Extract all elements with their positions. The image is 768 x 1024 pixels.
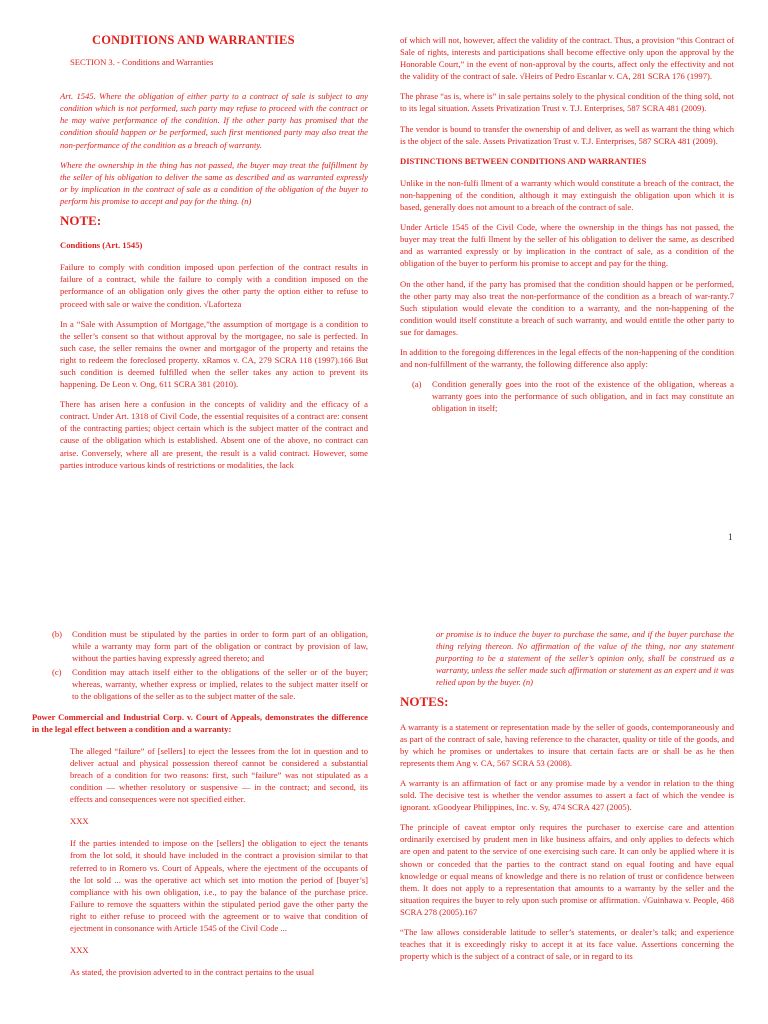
page-gap (0, 560, 768, 620)
paragraph: The principle of caveat emptor only requires the purchaser to exercise care and attention ordinarily exercised by prudent men in like business affairs, and only applies to defects which are open and patent to the service of one exercising such care. It can only be applied where it is shown or conceded that the parties to the contract stand on equal footing and have equal knowledge or equal means of knowledge and there is no relation of trust or confidence between them. It does not apply to a representation that amounts to a warranty by the seller and the situation requires the buyer to rely upon such promise or affirmation. √Guinhawa v. People, 468 SCRA 278 (2005).167 (400, 822, 734, 917)
power-commercial-heading: Power Commercial and Industrial Corp. v. Court of Appeals, demonstrates the difference in the legal effect between a condition and a warranty: (32, 711, 368, 734)
page2-left-column (32, 628, 368, 986)
quote-paragraph: The alleged “failure” of [sellers] to eject the lessees from the lot in question and to deliver actual and physical possession thereof cannot be considered a substantial breach of a condition for two reasons: first, such “failure” was not stipulated as a condition — whether resolutory or suspensive — in the contract; and second, its effects and consequences were not specified either. (70, 745, 368, 805)
conditions-heading: Conditions (Art. 1545) (60, 240, 143, 251)
paragraph: On the other hand, if the party has promised that the condition should happen or be performed, the other party may also treat the non-performance of the condition as a breach of war-ranty.7 Such stipulation would elevate the condition to a warranty, and the non-happening of the condition would itself constitute a breach of such warranty, and would entitle the other party to sue for damages. (400, 278, 734, 337)
list-item-label: (b) (52, 629, 63, 639)
document-page-2 (0, 620, 768, 1024)
list-item-label: (a) (412, 379, 422, 390)
block-quote (70, 745, 368, 979)
quote-paragraph: If the parties intended to impose on the [sellers] the obligation to eject the tenants from the lot sold, it should have included in the contract a provision similar to that referred to in Romero vs. Court of Appeals, where the ejectment of the occupants of the lot sold ... was the operative act which set into motion the period of [buyer’s] compliance with his own obligation, i.e., to pay the balance of the purchase price. Failure to remove the squatters within the stipulated period gave the other party the right to either refuse to proceed with the agreement or to waive that condition of ejectment in consonance with Article 1545 of the Civil Code ... (70, 838, 368, 933)
list-item-text: Condition may attach itself either to the obligations of the seller or of the buyer; whereas, warranty, whether express or implied, relates to the subject matter itself or to the obligations of the seller as to the subject matter of the sale. (72, 667, 368, 702)
page2-right-column (400, 628, 734, 970)
list-item (412, 378, 734, 414)
paragraph: There has arisen here a confusion in the concepts of validity and the efficacy of a contract. Under Art. 1318 of Civil Code, the essential requisites of a contract are: consent of the contracting parties; object certain which is the subject matter of the contract and cause of the obligation which is established. Absent one of the above, no contract can arise. Conversely, where all are present, the result is a valid contract. However, some parties introduce various kinds of restrictions or modalities, the lack (60, 399, 368, 470)
list-item-text: Condition must be stipulated by the parties in order to form part of an obligation, while a warranty may form part of the obligation or contract by provision of law, without the parties having expressly agreed thereto; and (72, 629, 368, 664)
quote-paragraph: As stated, the provision adverted to in the contract pertains to the usual (70, 967, 315, 978)
paragraph: Failure to comply with condition imposed upon perfection of the contract results in failure of a contract, while the failure to comply with a condition imposed on the performance of an obligation only gives the other party the option either to refuse to proceed with sale or waive the condition. √Laforteza (60, 262, 368, 309)
notes-heading: NOTES: (400, 694, 449, 710)
list-item-text: Condition generally goes into the root of the existence of the obligation, whereas a warranty goes into the performance of such obligation, and in fact may constitute an obligation in itself; (432, 379, 734, 414)
note-heading: NOTE: (60, 213, 102, 229)
list-item-label: (c) (52, 667, 62, 678)
paragraph: The phrase “as is, where is” in sale pertains solely to the physical condition of the thing sold, not to its legal situation. Assets Privatization Trust v. T.J. Enterprises, 587 SCRA 481 (2009). (400, 91, 734, 114)
paragraph: of which will not, however, affect the validity of the contract. Thus, a provision “this Contract of Sale of rights, interests and participations shall become effective only upon the approval by the Honorable Court,” in the event of non-approval by the courts, affect only the effectivity and not the validity of the contract of sale. √Heirs of Pedro Escanlar v. CA, 281 SCRA 176 (1997). (400, 35, 734, 82)
article-1545-paragraph-2: Where the ownership in the thing has not passed, the buyer may treat the fulfillment by the seller of his obligation to deliver the same as described and as warranted expressly or by implication in the contract of sale as a condition of the obligation of the buyer to perform his promise to accept and pay for the thing. (n) (60, 159, 368, 206)
omission-marker: XXX (70, 816, 89, 827)
list-item (52, 628, 368, 664)
paragraph: The vendor is bound to transfer the ownership of and deliver, as well as warrant the thing which is the object of the sale. Assets Privatization Trust v. T.J. Enterprises, 587 SCRA 481 (2009). (400, 123, 734, 146)
paragraph: A warranty is an affirmation of fact or any promise made by a vendor in relation to the thing sold. The decisive test is whether the vendor assumes to assert a fact of which the vendee is ignorant. xGoodyear Philippines, Inc. v. Sy, 474 SCRA 427 (2005). (400, 777, 734, 813)
article-1545-paragraph-1: Art. 1545. Where the obligation of either party to a contract of sale is subject to any condition which is not performed, such party may refuse to proceed with the contract or he may waive performance of the condition. If the other party has promised that the condition should happen or be performed, such first mentioned party may also treat the non-performance of the condition as a breach of warranty. (60, 91, 368, 150)
omission-marker: XXX (70, 945, 89, 956)
list-item (52, 666, 368, 702)
article-continuation: or promise is to induce the buyer to purchase the same, and if the buyer purchase the thing relying thereon. No affirmation of the value of the thing, nor any statement purporting to be a statement of the seller’s opinion only, shall be construed as a warranty, unless the seller made such affirmation or statement as an expert and it was relied upon by the buyer. (n) (436, 629, 734, 688)
page-number: 1 (728, 532, 733, 542)
paragraph: Unlike in the non-fulfi llment of a warranty which would constitute a breach of the contract, the non-happening of the condition, although it may extinguish the obligation upon which it is based, generally does not amount to a breach of the contract of sale. (400, 177, 734, 213)
paragraph: Under Article 1545 of the Civil Code, where the ownership in the things has not passed, the buyer may treat the fulfi llment by the seller of his obligation to deliver the same, as described and as warranted expressly or by implication in the contract of sale, as a condition of the obligation of the buyer to perform his promise to accept and pay for the thing. (400, 222, 734, 269)
paragraph: “The law allows considerable latitude to seller’s statements, or dealer’s talk; and experience teaches that it is exceedingly risky to accept it at its face value. Assertions concerning the property which is the subject of a contract of sale, or in regard to its (400, 926, 734, 962)
page1-right-column (400, 34, 734, 416)
document-title: CONDITIONS AND WARRANTIES (92, 33, 295, 47)
paragraph: In addition to the foregoing differences in the legal effects of the non-happening of the condition and non-fulfillment of the warranty, the following difference also apply: (400, 346, 734, 370)
distinctions-heading: DISTINCTIONS BETWEEN CONDITIONS AND WARRANTIES (400, 155, 647, 166)
paragraph: A warranty is a statement or representation made by the seller of goods, contemporaneously and as part of the contract of sale, having reference to the character, quality or title of the goods, and by which he promises or undertakes to insure that certain facts are or shall be as he then represents them Ang v. CA, 567 SCRA 53 (2008). (400, 721, 734, 768)
page1-left-column (60, 34, 368, 479)
paragraph: In a “Sale with Assumption of Mortgage,”the assumption of mortgage is a condition to the seller’s consent so that without approval by the mortgagee, no sale is perfected. In such case, the seller remains the owner and mortgagor of the property and retains the right to redeem the foreclosed property. xRamos v. CA, 279 SCRA 118 (1997).166 But such condition is deemed fulfilled when the seller takes any action to prevent its happening. De Leon v. Ong, 611 SCRA 381 (2010). (60, 318, 368, 390)
section-heading: SECTION 3. - Conditions and Warranties (70, 57, 214, 68)
